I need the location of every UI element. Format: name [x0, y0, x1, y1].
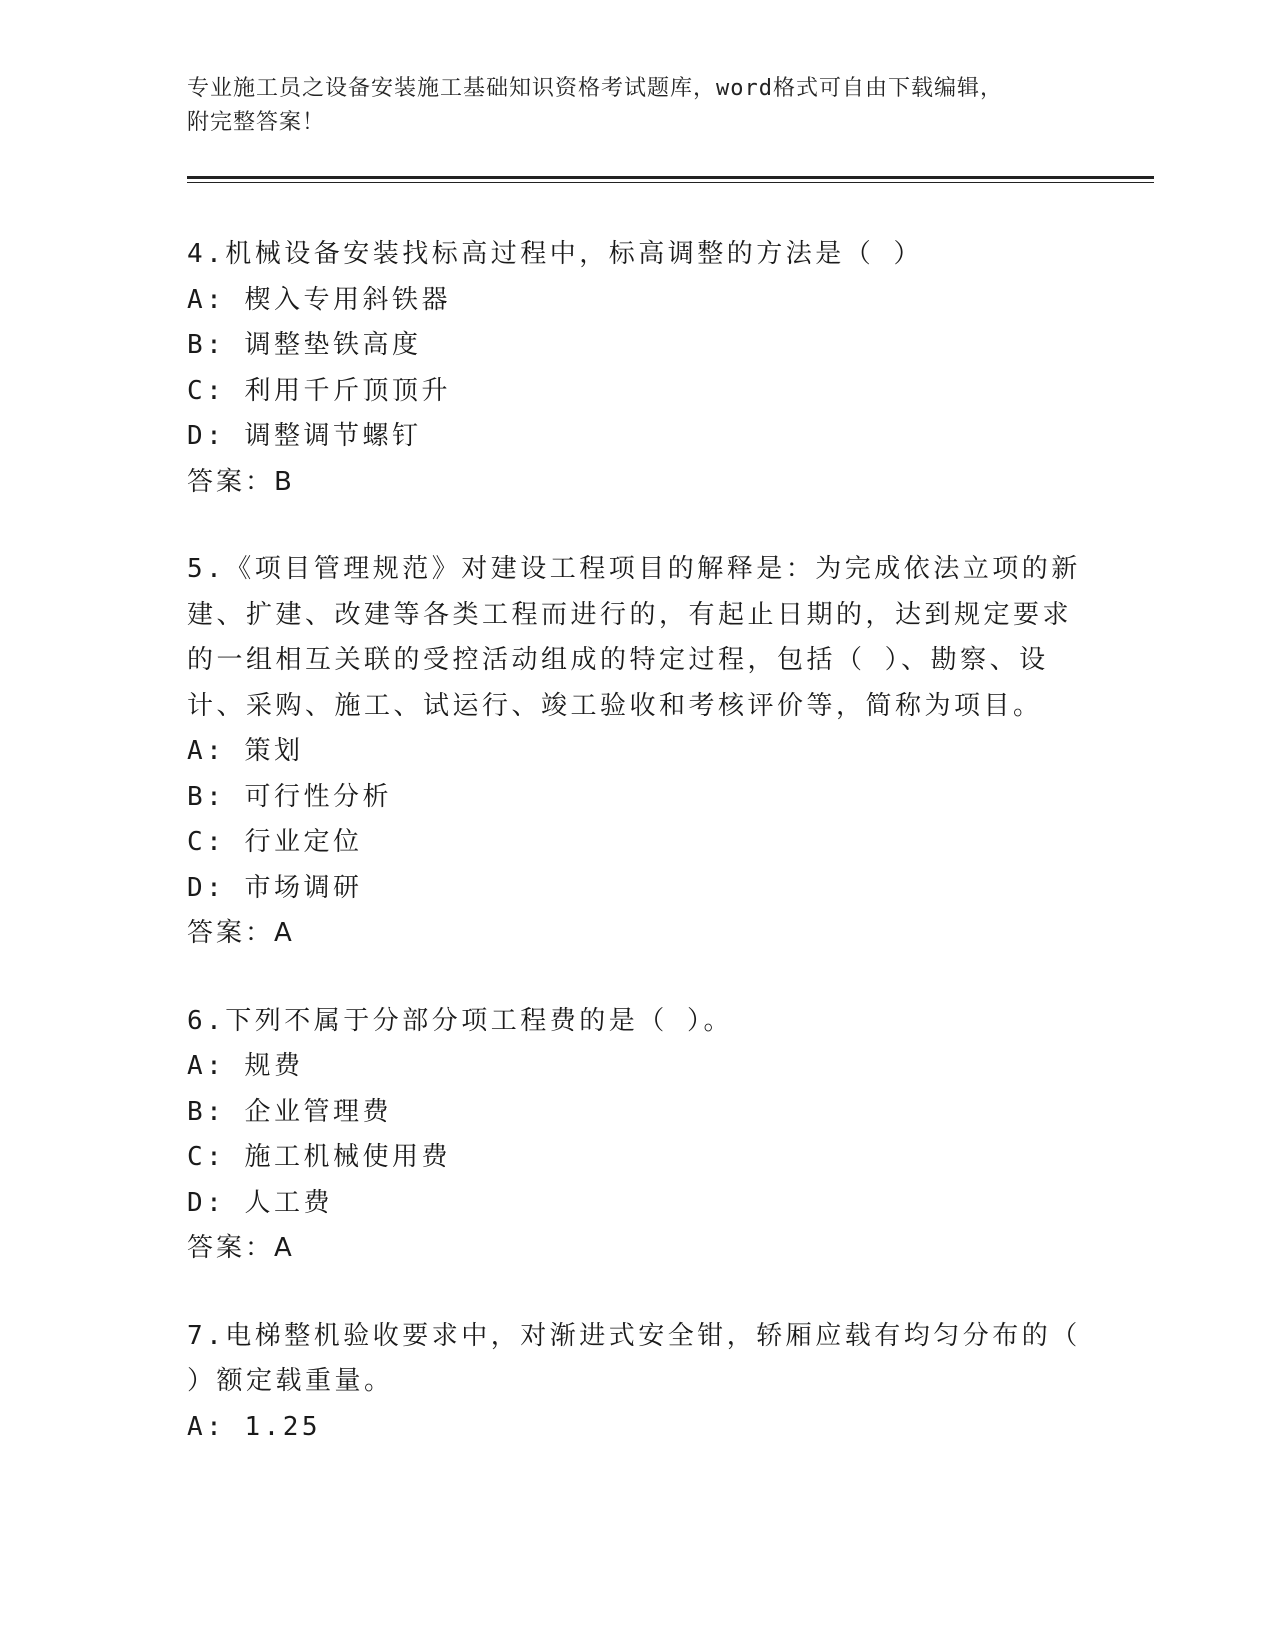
option-c: C: 施工机械使用费 [187, 1142, 451, 1172]
question-5 [187, 547, 1087, 957]
option-a: A: 规费 [187, 1051, 304, 1081]
question-list [187, 232, 1087, 1492]
question-stem: 7.电梯整机验收要求中，对渐进式安全钳，轿厢应载有均匀分布的（ ）额定载重量。 [187, 1320, 1081, 1396]
option-b: B: 企业管理费 [187, 1096, 392, 1127]
question-4 [187, 232, 1087, 505]
header-line-2: 附完整答案！ [187, 110, 326, 135]
question-7 [187, 1314, 1087, 1451]
answer-line: 答案：B [187, 466, 295, 497]
option-d: D: 调整调节螺钉 [187, 421, 422, 451]
option-a: A: 策划 [187, 736, 304, 766]
question-stem: 5.《项目管理规范》对建设工程项目的解释是：为完成依法立项的新建、扩建、改建等各类工程而进行的，有起止日期的，达到规定要求的一组相互关联的受控活动组成的特定过程，包括（ ）、勘察、设计、采购、施工、试运行、竣工验收和考核评价等，简称为项目。 [187, 554, 1081, 721]
option-a: A: 楔入专用斜铁器 [187, 284, 451, 315]
header-line-1: 专业施工员之设备安装施工基础知识资格考试题库，word格式可自由下载编辑， [187, 76, 1003, 101]
question-stem: 4.机械设备安装找标高过程中，标高调整的方法是（ ） [187, 239, 923, 269]
option-d: D: 人工费 [187, 1187, 333, 1218]
option-a: A: 1.25 [187, 1411, 322, 1442]
document-header [187, 72, 1067, 140]
question-stem: 6.下列不属于分部分项工程费的是（ ）。 [187, 1005, 733, 1036]
option-b: B: 调整垫铁高度 [187, 330, 422, 360]
header-rule-thin [187, 182, 1154, 183]
header-rule-thick [187, 176, 1154, 179]
question-6 [187, 999, 1087, 1272]
answer-line: 答案：A [187, 1233, 295, 1263]
option-c: C: 利用千斤顶顶升 [187, 375, 451, 406]
option-b: B: 可行性分析 [187, 781, 392, 812]
option-d: D: 市场调研 [187, 872, 363, 903]
answer-line: 答案：A [187, 918, 295, 948]
option-c: C: 行业定位 [187, 827, 363, 857]
